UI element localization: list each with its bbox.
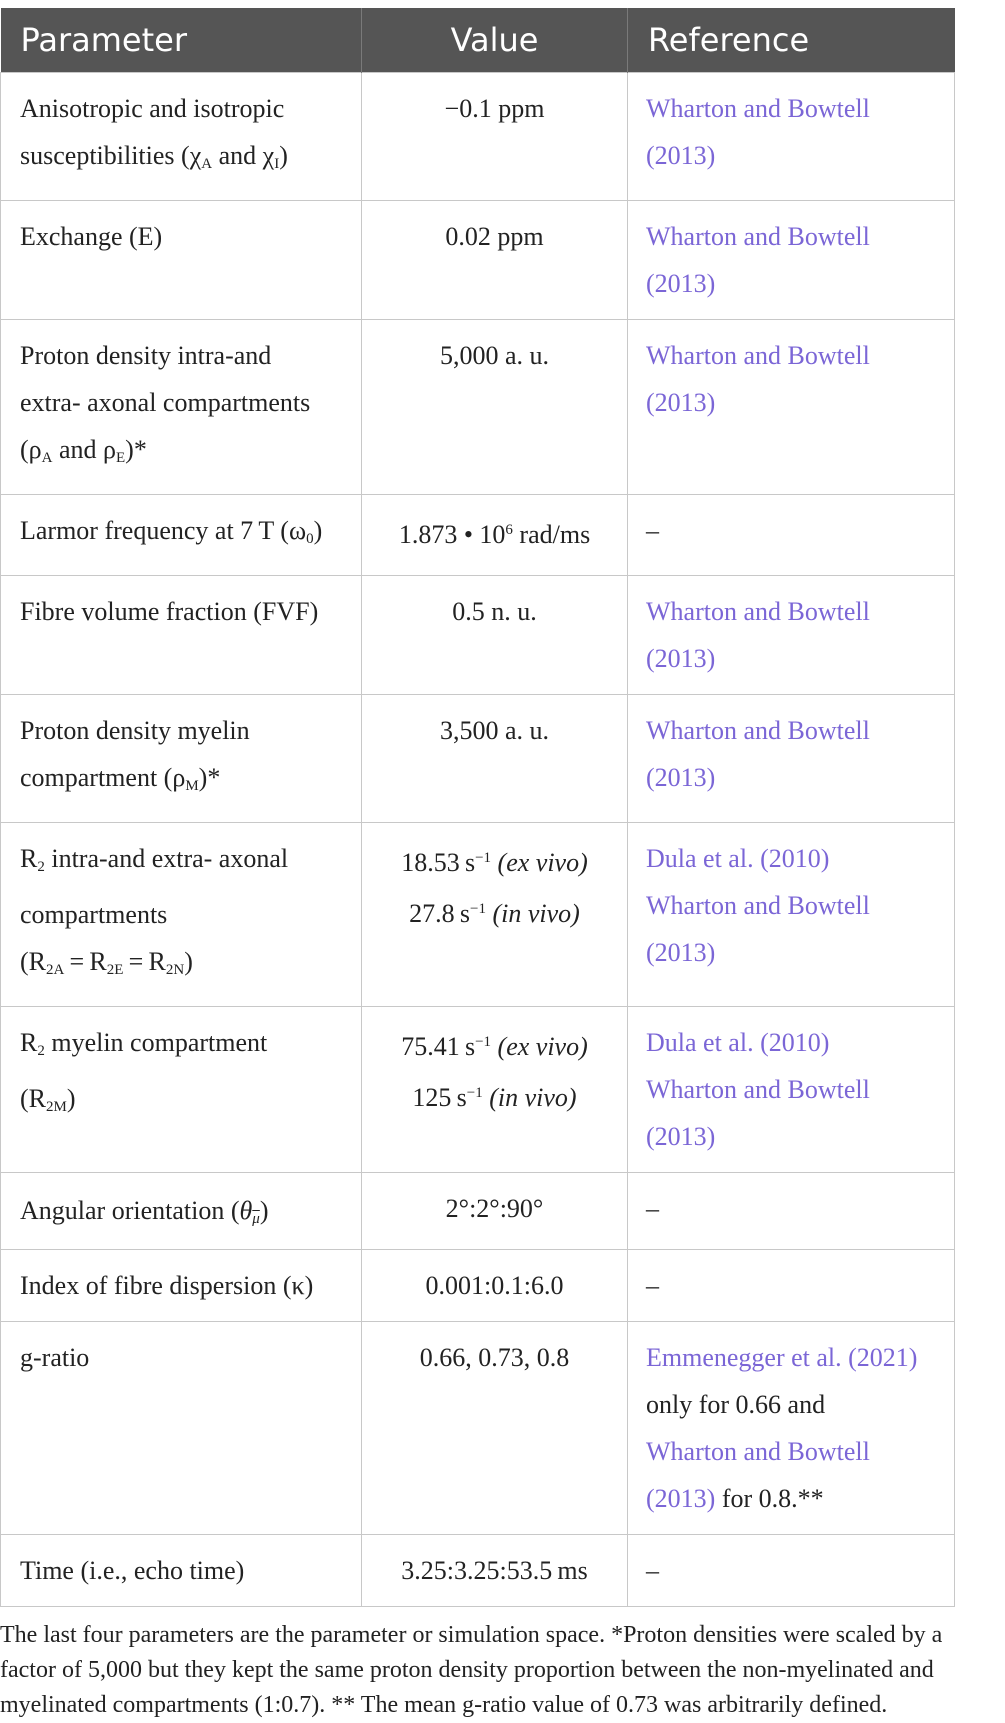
reference-link[interactable]: (2013) xyxy=(646,644,716,673)
header-parameter: Parameter xyxy=(1,8,362,73)
table-row xyxy=(1,1250,955,1322)
param-cell: Proton density myelin compartment $(\rho_M)*$ xyxy=(1,695,362,823)
param-cell: Exchange (E) xyxy=(1,201,362,320)
reference-cell: – xyxy=(628,1250,955,1322)
table-row xyxy=(1,320,955,495)
param-cell: g-ratio xyxy=(1,1322,362,1535)
table-row xyxy=(1,695,955,823)
table-row xyxy=(1,495,955,576)
table-header-row xyxy=(1,8,955,73)
reference-cell xyxy=(628,201,955,320)
value-cell: 5,000 a. u. xyxy=(362,320,628,495)
reference-link[interactable]: Wharton and Bowtell xyxy=(646,1075,870,1104)
reference-cell xyxy=(628,320,955,495)
reference-link[interactable]: (2013) xyxy=(646,388,716,417)
parameters-table xyxy=(0,8,955,1607)
param-cell: Time (i.e., echo time) xyxy=(1,1535,362,1607)
reference-cell xyxy=(628,576,955,695)
value-cell: 3,500 a. u. xyxy=(362,695,628,823)
reference-link[interactable]: Wharton and Bowtell xyxy=(646,1437,870,1466)
reference-link[interactable]: Dula et al. (2010) xyxy=(646,844,830,873)
reference-link[interactable]: (2013) xyxy=(646,763,716,792)
param-cell: Proton density intra-and extra- axonal compartments ($\rho_A$ and $\rho_E)*$ xyxy=(1,320,362,495)
header-reference: Reference xyxy=(628,8,955,73)
table-row xyxy=(1,1173,955,1250)
table-row xyxy=(1,1535,955,1607)
reference-link[interactable]: (2013) xyxy=(646,1484,716,1513)
value-cell: 0.001:0.1:6.0 xyxy=(362,1250,628,1322)
table-row xyxy=(1,576,955,695)
param-cell: Fibre volume fraction (FVF) xyxy=(1,576,362,695)
param-cell: Index of fibre dispersion (κ) xyxy=(1,1250,362,1322)
reference-link[interactable]: Emmenegger et al. (2021) xyxy=(646,1343,918,1372)
value-cell: 75.41 $s^{-1}$ (ex vivo) 125 $s^{-1}$ (in vivo) xyxy=(362,1007,628,1173)
value-cell: 0.5 n. u. xyxy=(362,576,628,695)
value-cell: 1.873 • $10^6$ rad/ms xyxy=(362,495,628,576)
reference-cell xyxy=(628,73,955,201)
reference-cell: – xyxy=(628,495,955,576)
param-cell: Anisotropic and isotropic susceptibilities ($\chi_A$ and $\chi_I$) xyxy=(1,73,362,201)
reference-link[interactable]: (2013) xyxy=(646,1122,716,1151)
value-cell: 18.53 $s^{-1}$ (ex vivo) 27.8 $s^{-1}$ (in vivo) xyxy=(362,823,628,1007)
value-cell: 0.02 ppm xyxy=(362,201,628,320)
reference-link[interactable]: Wharton and Bowtell xyxy=(646,891,870,920)
reference-cell xyxy=(628,1007,955,1173)
reference-link[interactable]: (2013) xyxy=(646,938,716,967)
reference-cell: – xyxy=(628,1173,955,1250)
reference-link[interactable]: (2013) xyxy=(646,269,716,298)
table-row xyxy=(1,73,955,201)
table-row xyxy=(1,823,955,1007)
reference-cell xyxy=(628,823,955,1007)
reference-cell: Emmenegger et al. (2021) only for 0.66 and Wharton and Bowtell (2013) for 0.8.** xyxy=(628,1322,955,1535)
value-cell: 2°:2°:90° xyxy=(362,1173,628,1250)
value-cell: 0.66, 0.73, 0.8 xyxy=(362,1322,628,1535)
table-container xyxy=(0,8,954,1723)
value-cell: −0.1 ppm xyxy=(362,73,628,201)
reference-link[interactable]: (2013) xyxy=(646,141,716,170)
reference-link[interactable]: Wharton and Bowtell xyxy=(646,341,870,370)
reference-cell xyxy=(628,695,955,823)
reference-link[interactable]: Wharton and Bowtell xyxy=(646,597,870,626)
table-row xyxy=(1,1007,955,1173)
table-footnote: The last four parameters are the parameter or simulation space. *Proton densities were scaled by a factor of 5,000 but they kept the same proton density proportion between the non-myelinated and myelinated compartments (1:0.7). ** The mean g-ratio value of 0.73 was arbitrarily defined. xyxy=(0,1622,943,1718)
reference-link[interactable]: Wharton and Bowtell xyxy=(646,716,870,745)
table-row xyxy=(1,1322,955,1535)
reference-link[interactable]: Wharton and Bowtell xyxy=(646,222,870,251)
table-row xyxy=(1,201,955,320)
param-cell: Angular orientation $(\theta_{\overline{\mu}})$ xyxy=(1,1173,362,1250)
param-cell: Larmor frequency at 7 T $(\omega_0)$ xyxy=(1,495,362,576)
value-cell: 3.25:3.25:53.5 ms xyxy=(362,1535,628,1607)
reference-cell: – xyxy=(628,1535,955,1607)
reference-link[interactable]: Dula et al. (2010) xyxy=(646,1028,830,1057)
param-cell: $R_2$ intra-and extra- axonal compartments $(R_{2A} = R_{2E} = R_{2N})$ xyxy=(1,823,362,1007)
param-cell: $R_2$ myelin compartment $(R_{2M})$ xyxy=(1,1007,362,1173)
reference-link[interactable]: Wharton and Bowtell xyxy=(646,94,870,123)
header-value: Value xyxy=(362,8,628,73)
